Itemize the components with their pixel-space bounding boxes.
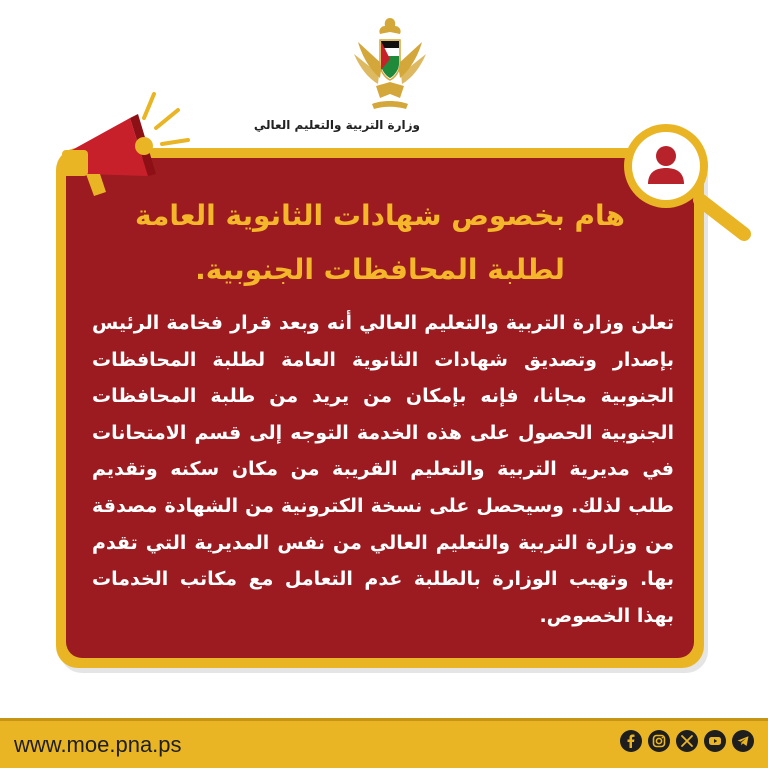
ministry-name: وزارة التربية والتعليم العالي (253, 118, 420, 132)
palestine-eagle-emblem-icon (352, 12, 428, 112)
x-icon[interactable] (676, 730, 698, 752)
megaphone-icon (52, 88, 202, 218)
announcement-body: تعلن وزارة التربية والتعليم العالي أنه وبعد قرار فخامة الرئيس بإصدار وتصديق شهادات الثانوية العامة لطلبة المحافظات الجنوبية مجانا، فإنه بإمكان من يريد من طلبة المحافظات الجنوبية الحصول على هذه الخدمة التوجه إلى قسم الامتحانات في مديرية التربية والتعليم القريبة من مكان سكنه وتقديم طلب لذلك. وسيحصل على نسخة الكترونية من الشهادة مصدقة من وزارة التربية والتعليم العالي من نفس المديرية التي تقدم بها. وتهيب الوزارة بالطلبة عدم التعامل مع مكاتب الخدمات بهذا الخصوص. (92, 312, 674, 627)
magnifier-user-icon (608, 118, 758, 248)
social-icons (620, 730, 754, 758)
telegram-icon[interactable] (732, 730, 754, 752)
instagram-icon[interactable] (648, 730, 670, 752)
facebook-icon[interactable] (620, 730, 642, 752)
announcement-title-line2: لطلبة المحافظات الجنوبية. (195, 253, 565, 286)
announcement-title-line1: هام بخصوص شهادات الثانوية العامة (135, 199, 625, 232)
website-link[interactable]: www.moe.pna.ps (14, 732, 182, 757)
youtube-icon[interactable] (704, 730, 726, 752)
